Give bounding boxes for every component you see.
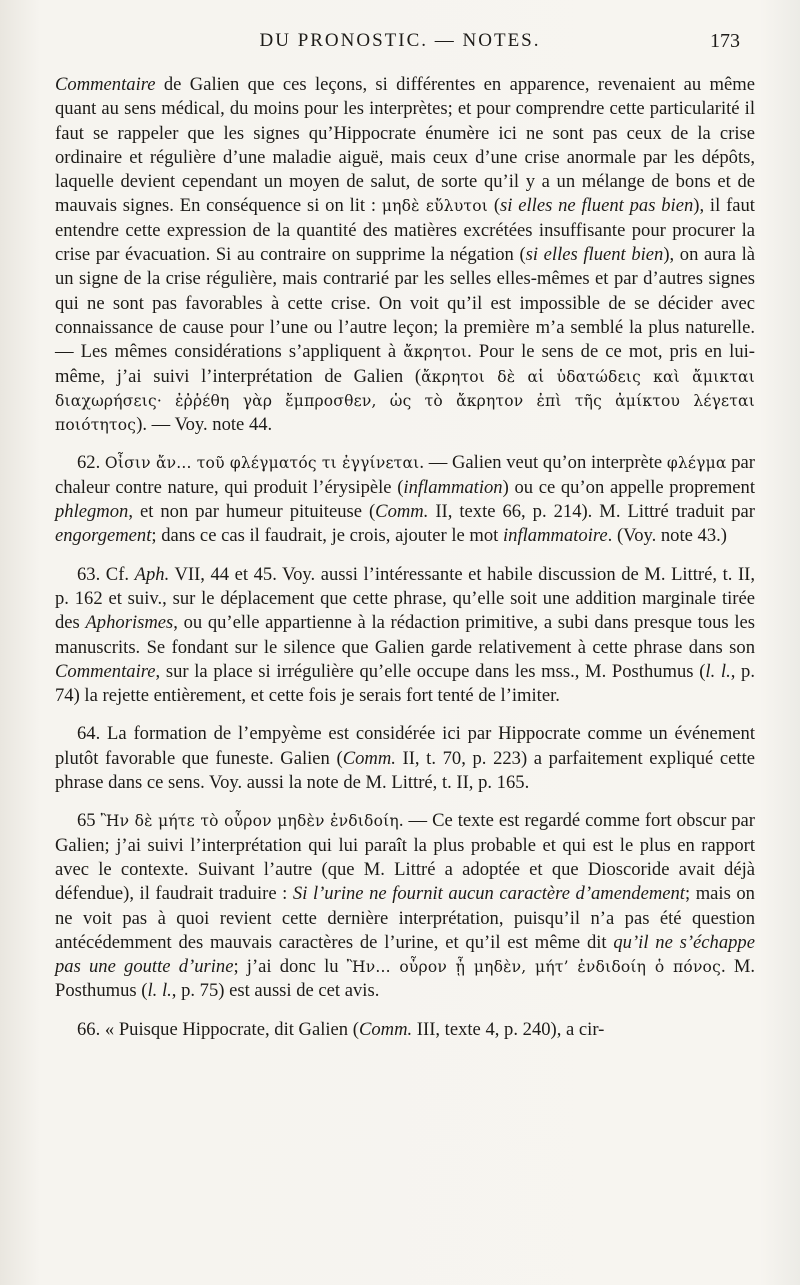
- text-span: ), on aura là un signe de la crise régulière, mais contrarié par les selles elles-mêmes et par d’autres signes qui ne sont pas favorables à cette crise. On voit qu’il est impossible de se décider avec connaissance de cause pour l’une ou l’autre leçon; la première m’a semblé la plus naturelle. — Les mêmes considérations s’appliquent à: [55, 244, 756, 363]
- text-span: . — Ce texte est regardé comme fort obscur par Galien; j’ai suivi l’interprétation qui lui paraît la plus probable et qui est le plus en rapport avec le contexte. Suivant l’autre (que M. Littré a adoptée et que Dioscoride avait déjà défendue), il faudrait traduire :: [55, 810, 755, 905]
- text-span: 66. « Puisque Hippocrate, dit Galien (: [77, 1018, 359, 1040]
- text-span: 64. La formation de l’empyème est considérée ici par Hippocrate comme un événement plutôt favorable que funeste. Galien (: [55, 723, 755, 769]
- text-span: , ou qu’elle appartienne à la rédaction primitive, a subi dans presque tous les manuscrits. Se fondant sur le silence que Galien garde relativement à cette phrase dans son: [55, 612, 755, 658]
- page-header: [60, 30, 740, 58]
- text-span: . — Galien veut qu’on interprète: [419, 452, 667, 474]
- text-span: , et non par humeur pituiteuse (: [128, 501, 376, 523]
- italic-span: Commentaire: [55, 660, 156, 682]
- text-span: . (Voy. note 43.): [607, 525, 727, 547]
- text-span: II, t. 70, p. 223) a parfaitement expliqué cette phrase dans ce sens. Voy. aussi la note de M. Littré, t. II, p. 165.: [55, 747, 755, 794]
- greek-quote: φλέγμα: [666, 454, 727, 473]
- text-span: ). — Voy. note 44.: [136, 414, 273, 436]
- italic-span: inflammation: [403, 476, 503, 498]
- italic-span: Si l’urine ne fournit aucun caractère d’amendement: [292, 883, 685, 905]
- text-span: ; dans ce cas il faudrait, je crois, ajouter le mot: [151, 525, 503, 547]
- italic-span: l. l.: [147, 980, 172, 1002]
- text-span: . Pour le sens de ce mot, pris en lui-même, j’ai suivi l’interprétation de Galien (: [55, 341, 755, 387]
- text-span: , sur la place si irrégulière qu’elle occupe dans les mss., M. Posthumus (: [155, 660, 706, 682]
- text-span: de Galien que ces leçons, si différentes en apparence, revenaient au même quant au sens médical, du moins pour les interprètes; et pour comprendre cette particularité il faut se rappeler que les signes qu’Hippocrate énumère ici ne sont pas ceux de la crise ordinaire et régulière d’une maladie aiguë, mais ceux d’une crise anormale par les dépôts, laquelle devient cependant un moyen de salut, de sorte qu’il y a un mélange de bons et de mauvais signes. En conséquence si on lit :: [55, 74, 755, 217]
- italic-span: Comm.: [358, 1018, 413, 1040]
- text-span: 63. Cf.: [77, 563, 135, 585]
- italic-span: Comm.: [375, 501, 429, 523]
- text-span: II, texte 66, p. 214). M. Littré traduit par: [428, 501, 755, 523]
- italic-span: Aphorismes: [85, 612, 174, 634]
- italic-span: Comm.: [342, 747, 396, 769]
- note-62: [55, 451, 755, 548]
- greek-quote: μηδὲ εὔλυτοι: [381, 197, 489, 216]
- greek-quote: Ἢν δὲ μήτε τὸ οὖρον μηδὲν ἐνδιδοίη: [100, 812, 399, 831]
- greek-quote: ἄκρητοι δὲ αἱ ὑδατώδεις καὶ ἄμικται διαχωρήσεις· ἐῤῥέθη γὰρ ἔμπροσθεν, ὡς τὸ ἄκρητον ἐπὶ τῆς ἀμίκτου λέγεται ποιότητος: [55, 367, 755, 435]
- text-span: par chaleur contre nature, qui produit l’érysipèle (: [55, 452, 755, 498]
- italic-span: si elles ne fluent pas bien: [500, 195, 694, 217]
- notes-body: [55, 73, 755, 1042]
- italic-span: si elles fluent bien: [525, 244, 664, 266]
- text-span: ) ou ce qu’on appelle proprement: [502, 476, 755, 498]
- italic-span: Aph.: [134, 563, 170, 585]
- note-64: [55, 722, 755, 795]
- note-66: [55, 1018, 755, 1042]
- note-63: [55, 563, 755, 709]
- running-title: DU PRONOSTIC. — NOTES.: [259, 30, 541, 51]
- italic-span: engorgement: [55, 525, 152, 547]
- text-span: III, texte 4, p. 240), a cir-: [412, 1018, 605, 1040]
- page-number: 173: [710, 30, 740, 52]
- italic-span: inflammatoire: [503, 525, 608, 547]
- text-span: , p. 74) la rejette entièrement, et cette fois je serais fort tenté de l’imiter.: [55, 660, 756, 707]
- paragraph-continuation: [55, 73, 755, 437]
- text-span: , p. 75) est aussi de cet avis.: [171, 980, 380, 1002]
- text-span: (: [488, 195, 501, 217]
- italic-span: qu’il ne s’échappe pas une goutte d’urine: [55, 931, 755, 978]
- text-span: 62.: [77, 452, 105, 474]
- greek-quote: ἄκρητοι: [403, 343, 468, 362]
- greek-quote: Ἢν... οὖρον ᾖ μηδὲν, μήτ’ ἐνδιδοίη ὁ πόνος: [346, 958, 721, 977]
- greek-quote: Οἶσιν ἄν... τοῦ φλέγματός τι ἐγγίνεται: [104, 454, 420, 473]
- text-span: . M. Posthumus (: [55, 956, 755, 1002]
- text-span: VII, 44 et 45. Voy. aussi l’intéressante et habile discussion de M. Littré, t. II, p. 162 et suiv., sur le déplacement que cette phrase, qu’elle soit une addition marginale tirée des: [55, 563, 755, 634]
- text-span: ; mais on ne voit pas à quoi revient cette dernière interprétation, puisqu’il n’a pas été question antécédemment des mauvais caractères de l’urine, et qu’il est même dit: [55, 883, 755, 953]
- text-span: ; j’ai donc lu: [233, 956, 347, 978]
- text-span: 65: [77, 810, 101, 832]
- text-span: ), il faut entendre cette expression de la quantité des matières excrétées insuffisante pour procurer la crise par évacuation. Si au contraire on supprime la négation (: [55, 195, 755, 266]
- italic-span: phlegmon: [55, 501, 129, 523]
- italic-span: Commentaire: [55, 74, 156, 95]
- italic-span: l. l.: [705, 660, 731, 682]
- note-65: [55, 809, 755, 1003]
